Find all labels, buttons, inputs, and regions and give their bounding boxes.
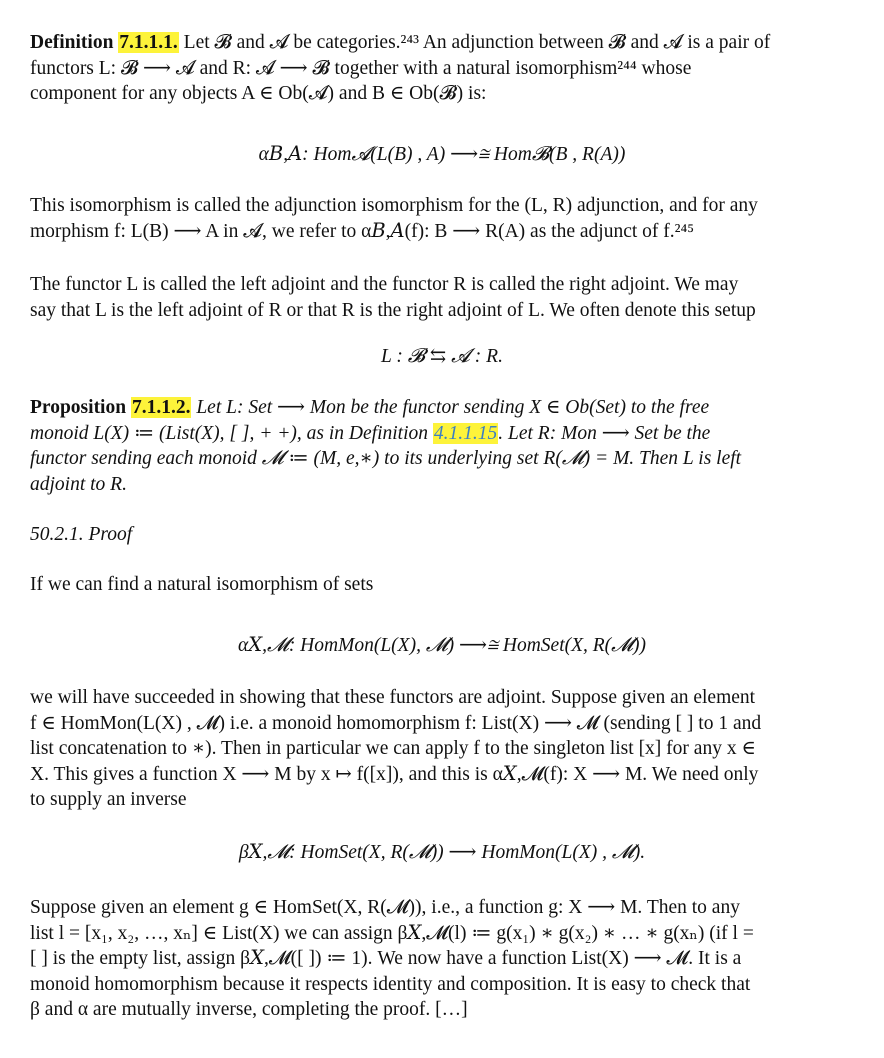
beta-inverse-display: β𝑋,𝓜: HomSet(X, R(𝓜)) ⟶ HomMon(L(X) , 𝓜). bbox=[238, 842, 646, 863]
proof-p1-line-4: X. This gives a function X ⟶ M by x ↦ f([x]), and this is α𝑋,𝓜(f): X ⟶ M. We need only bbox=[30, 763, 759, 785]
proof-p1-line-2: f ∈ HomMon(L(X) , 𝓜) i.e. a monoid homomorphism f: List(X) ⟶ 𝓜 (sending [ ] to 1 and bbox=[30, 712, 762, 734]
proposition-line-2 bbox=[30, 421, 866, 447]
proposition-text-1: Let L: Set ⟶ Mon be the functor sending X ∈ Ob(Set) to the free bbox=[196, 397, 710, 418]
proof-p2-line-5: β and α are mutually inverse, completing the proof. […] bbox=[30, 999, 468, 1020]
adjunction-setup-display: L : 𝓑 ⇆ 𝓐 : R. bbox=[381, 346, 503, 367]
proposition-label: Proposition bbox=[30, 397, 127, 418]
left-right-adjoint-paragraph bbox=[30, 272, 866, 323]
left-right-line-2: say that L is the left adjoint of R or that R is the right adjoint of L. We often denote this setup bbox=[30, 299, 756, 321]
proposition-line-1 bbox=[30, 395, 866, 421]
proof-heading: 50.2.1. Proof bbox=[30, 524, 133, 545]
proof-p2-line-1: Suppose given an element g ∈ HomSet(X, R(𝓜)), i.e., a function g: X ⟶ M. Then to any bbox=[30, 897, 740, 918]
definition-label: Definition bbox=[30, 32, 114, 53]
definition-line-2: functors L: 𝓑 ⟶ 𝓐 and R: 𝓐 ⟶ 𝓑 together with a natural isomorphism²⁴⁴ whose bbox=[30, 57, 692, 79]
adjunct-line-1: This isomorphism is called the adjunction isomorphism for the (L, R) adjunction, and for any bbox=[30, 195, 758, 216]
proof-paragraph-1 bbox=[30, 685, 866, 813]
alpha-isomorphism-display: α𝑋,𝓜: HomMon(L(X), 𝓜) ⟶≅ HomSet(X, R(𝓜)) bbox=[237, 635, 646, 656]
proof-p2-line-4: monoid homomorphism because it respects identity and composition. It is easy to check that bbox=[30, 973, 751, 995]
proof-p2-line-2: list l = [x₁, x₂, …, xₙ] ∈ List(X) we can assign β𝑋,𝓜(l) ≔ g(x₁) ∗ g(x₂) ∗ … ∗ g(xₙ) (if l = bbox=[30, 922, 754, 944]
definition-4-1-1-15-link[interactable]: 4.1.1.15 bbox=[433, 422, 498, 444]
left-right-line-1: The functor L is called the left adjoint and the functor R is called the right adjoint. We may bbox=[30, 274, 739, 295]
proof-p1-line-3: list concatenation to ∗). Then in particular we can apply f to the singleton list [x] for any x ∈ bbox=[30, 738, 756, 759]
proposition-line-4: adjoint to R. bbox=[30, 473, 127, 495]
proposition-text-2b: . Let R: Mon ⟶ Set be the bbox=[498, 422, 711, 444]
adjunct-paragraph bbox=[30, 193, 866, 244]
proof-p1-line-5: to supply an inverse bbox=[30, 789, 187, 810]
adjunct-line-2: morphism f: L(B) ⟶ A in 𝓐, we refer to α𝐵,𝐴(f): B ⟶ R(A) as the adjunct of f.²⁴⁵ bbox=[30, 220, 695, 242]
proof-paragraph-2 bbox=[30, 895, 866, 1023]
definition-block bbox=[30, 30, 866, 107]
proof-p1-line-1: we will have succeeded in showing that these functors are adjoint. Suppose given an element bbox=[30, 687, 756, 708]
proposition-number[interactable]: 7.1.1.2. bbox=[131, 397, 191, 418]
definition-line-1 bbox=[30, 30, 866, 56]
proposition-text-2: monoid L(X) ≔ (List(X), [ ], + +), as in Definition bbox=[30, 422, 428, 444]
adjunction-isomorphism-display: α𝐵,𝐴: Hom𝓐(L(B) , A) ⟶≅ Hom𝓑(B , R(A)) bbox=[258, 144, 626, 165]
proposition-line-3: functor sending each monoid 𝓜 ≔ (M, e,∗) to its underlying set R(𝓜) = M. Then L is left bbox=[30, 448, 742, 469]
proof-p2-line-3: [ ] is the empty list, assign β𝑋,𝓜([ ]) ≔ 1). We now have a function List(X) ⟶ 𝓜. It is a bbox=[30, 948, 742, 969]
proposition-block bbox=[30, 395, 866, 497]
definition-line-3: component for any objects A ∈ Ob(𝓐) and B ∈ Ob(𝓑) is: bbox=[30, 83, 487, 104]
definition-text-1: Let 𝓑 and 𝓐 be categories.²⁴³ An adjunction between 𝓑 and 𝓐 is a pair of bbox=[183, 32, 771, 53]
proof-intro: If we can find a natural isomorphism of sets bbox=[30, 574, 374, 595]
definition-number[interactable]: 7.1.1.1. bbox=[119, 32, 178, 53]
